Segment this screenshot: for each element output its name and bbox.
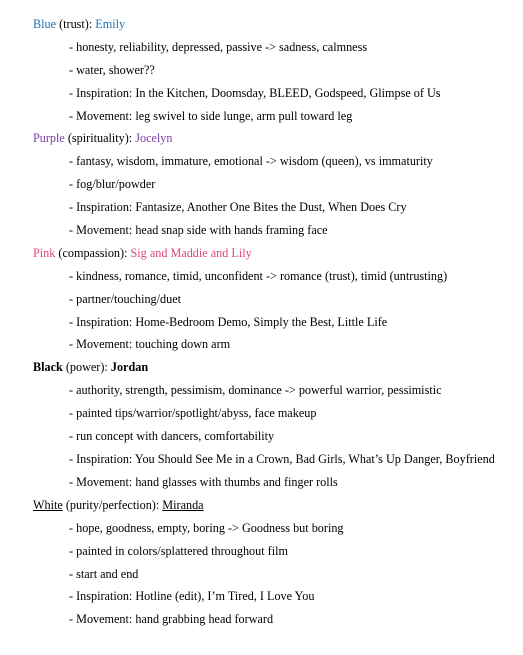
list-item: - Movement: head snap side with hands framing face <box>69 223 328 237</box>
color-name: Black <box>33 360 63 374</box>
list-item: - Inspiration: In the Kitchen, Doomsday, BLEED, Godspeed, Glimpse of Us <box>69 86 441 100</box>
list-item: - honesty, reliability, depressed, passive -> sadness, calmness <box>69 40 368 54</box>
list-item: - run concept with dancers, comfortability <box>69 429 275 443</box>
list-item: - painted in colors/splattered throughout film <box>69 544 288 558</box>
color-name: Pink <box>33 246 56 260</box>
color-name: Blue <box>33 17 57 31</box>
list-item: - authority, strength, pessimism, dominance -> powerful warrior, pessimistic <box>69 383 442 397</box>
person-name: Jordan <box>110 360 149 374</box>
section-heading-black <box>33 360 148 375</box>
person-name: Emily <box>95 17 126 31</box>
section-heading-pink <box>33 246 252 261</box>
person-name: Jocelyn <box>135 131 173 145</box>
list-item: - Movement: hand grabbing head forward <box>69 612 274 626</box>
section-heading-blue <box>33 17 125 32</box>
list-item: - start and end <box>69 567 139 581</box>
theme: (spirituality): <box>64 131 136 145</box>
section-heading-purple <box>33 131 172 146</box>
theme: (compassion): <box>55 246 131 260</box>
theme: (power): <box>62 360 111 374</box>
color-name: Purple <box>33 131 65 145</box>
list-item: - fog/blur/powder <box>69 177 156 191</box>
theme: (trust): <box>56 17 96 31</box>
section-heading-white <box>33 498 204 513</box>
list-item: - Movement: leg swivel to side lunge, arm pull toward leg <box>69 109 353 123</box>
list-item: - Inspiration: Hotline (edit), I’m Tired, I Love You <box>69 589 315 603</box>
list-item: - kindness, romance, timid, unconfident -> romance (trust), timid (untrusting) <box>69 269 448 283</box>
list-item: - painted tips/warrior/spotlight/abyss, face makeup <box>69 406 317 420</box>
color-name: White <box>33 498 63 512</box>
list-item: - Inspiration: Home-Bedroom Demo, Simply the Best, Little Life <box>69 315 388 329</box>
theme: (purity/perfection): <box>62 498 163 512</box>
person-name: Sig and Maddie and Lily <box>130 246 252 260</box>
list-item: - fantasy, wisdom, immature, emotional -> wisdom (queen), vs immaturity <box>69 154 433 168</box>
person-name: Miranda <box>162 498 204 512</box>
list-item: - hope, goodness, empty, boring -> Goodness but boring <box>69 521 344 535</box>
list-item: - Movement: hand glasses with thumbs and finger rolls <box>69 475 338 489</box>
list-item: - partner/touching/duet <box>69 292 182 306</box>
list-item: - Movement: touching down arm <box>69 337 231 351</box>
list-item: - Inspiration: You Should See Me in a Crown, Bad Girls, What’s Up Danger, Boyfriend <box>69 452 495 466</box>
list-item: - water, shower?? <box>69 63 155 77</box>
list-item: - Inspiration: Fantasize, Another One Bites the Dust, When Does Cry <box>69 200 407 214</box>
